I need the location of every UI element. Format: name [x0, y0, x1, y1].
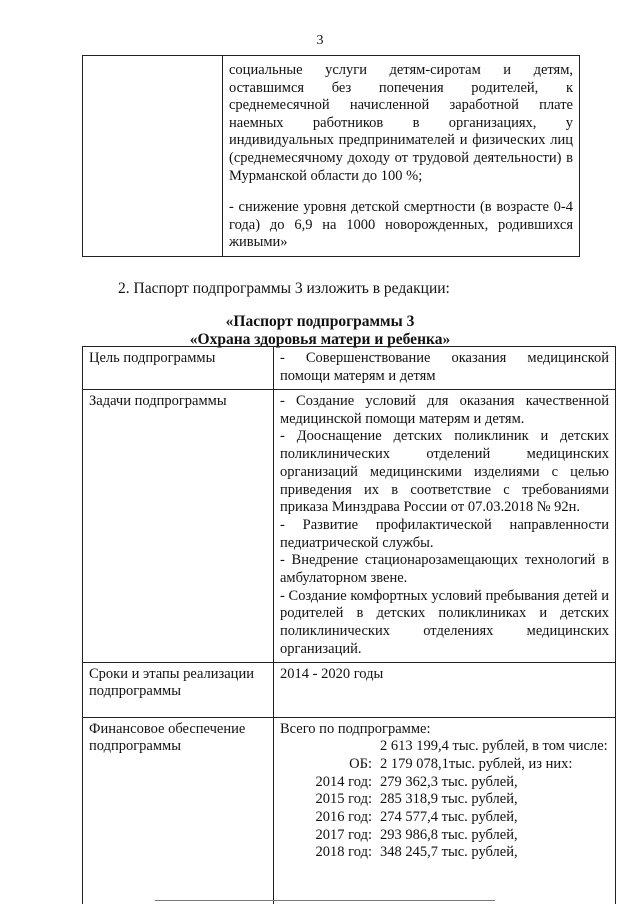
finance-year-label: 2016 год: [315, 809, 372, 826]
finance-year-label: 2018 год: [315, 844, 372, 861]
table-row [83, 347, 616, 390]
finance-year-line [280, 791, 609, 809]
table-row [83, 662, 616, 717]
finance-ob-line [280, 756, 609, 774]
finance-ob-label: ОБ: [349, 755, 372, 772]
bottom-divider [155, 900, 495, 901]
continuation-cell [223, 56, 580, 257]
finance-year-value: 293 986,8 тыс. рублей, [380, 826, 518, 843]
finance-year-value: 279 362,3 тыс. рублей, [380, 773, 518, 790]
passport-title: «Паспорт подпрограммы 3 [225, 313, 415, 330]
passport-subtitle: «Охрана здоровья матери и ребенка» [189, 331, 451, 348]
finance-total-label: Всего по подпрограмме: [280, 720, 431, 737]
continuation-table [82, 55, 580, 257]
finance-year-label: 2017 год: [315, 826, 372, 843]
tasks-label: Задачи подпрограммы [83, 390, 274, 663]
finance-year-value: 285 318,9 тыс. рублей, [380, 791, 518, 808]
targets-paragraph-2: - снижение уровня детской смертности (в возрасте 0-4 года) до 6,9 на 1000 новорожденных, родившихся живыми» [229, 199, 573, 251]
dates-label: Сроки и этапы реализации подпрограммы [83, 662, 274, 717]
finance-year-value: 348 245,7 тыс. рублей, [380, 844, 518, 861]
task-item: - Развитие профилактической направленности педиатрической службы. [280, 516, 609, 551]
finance-cell [274, 717, 616, 904]
finance-year-label: 2015 год: [315, 791, 372, 808]
task-item: - Создание комфортных условий пребывания детей и родителей в детских поликлиниках и детских поликлинических отделениях медицинских организаций. [280, 587, 609, 657]
passport-table [82, 346, 616, 904]
table-row [83, 390, 616, 663]
finance-year-line [280, 827, 609, 845]
task-item: - Дооснащение детских поликлиник и детских поликлинических отделений медицинских организаций медицинскими изделиями с целью приведения их в соответствие с требованиями приказа Минздрава России от 07.03.2018 № 92н. [280, 428, 609, 516]
tasks-cell [274, 390, 616, 663]
finance-ob-value: 2 179 078,1тыс. рублей, из них: [380, 755, 573, 772]
goal-text: - Совершенствование оказания медицинской помощи матерям и детям [274, 347, 616, 390]
finance-year-value: 274 577,4 тыс. рублей, [380, 809, 518, 826]
finance-total-value: 2 613 199,4 тыс. рублей, в том числе: [380, 738, 608, 755]
finance-year-line [280, 844, 609, 862]
task-item: - Создание условий для оказания качественной медицинской помощи матерям и детям. [280, 393, 609, 427]
task-item: - Внедрение стационарозамещающих технологий в амбулаторном звене. [280, 552, 609, 587]
targets-paragraph-1: социальные услуги детям-сиротам и детям, оставшимся без попечения родителей, к среднемесячной начисленной заработной плате наемных работников в организациях, у индивидуальных предпринимателей и физических лиц (среднемесячному доходу от трудовой деятельности) в Мурманской области до 100 %; [229, 62, 573, 184]
finance-year-line [280, 809, 609, 827]
goal-label: Цель подпрограммы [83, 347, 274, 390]
finance-year-label: 2014 год: [315, 773, 372, 790]
dates-value: 2014 - 2020 годы [274, 662, 616, 717]
finance-label: Финансовое обеспечение подпрограммы [83, 717, 274, 904]
page-number: 3 [316, 33, 324, 48]
item-2-text: 2. Паспорт подпрограммы 3 изложить в редакции: [118, 280, 450, 297]
finance-year-line [280, 774, 609, 792]
empty-left-cell [83, 56, 223, 257]
table-row [83, 717, 616, 904]
